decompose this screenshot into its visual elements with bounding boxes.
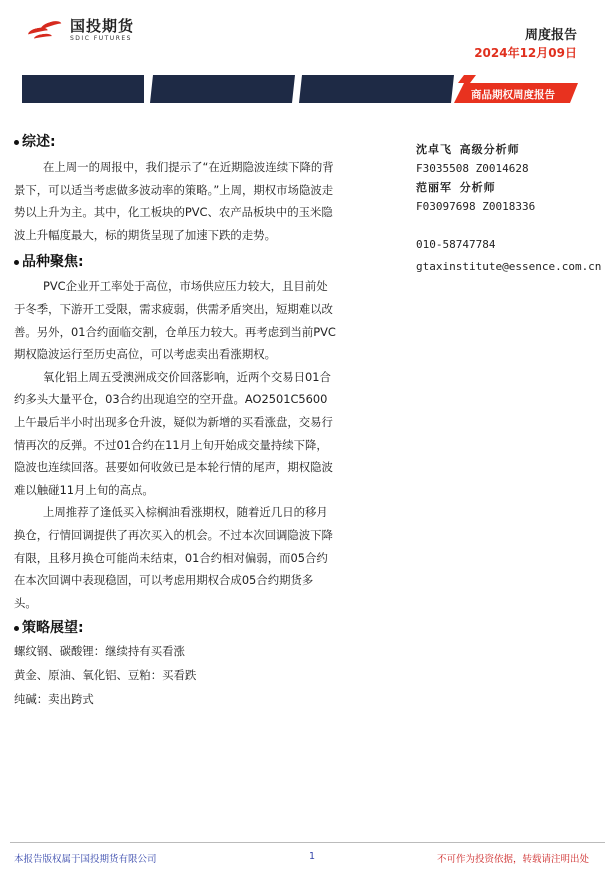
analyst-info xyxy=(416,140,601,276)
strategy-line: 螺纹钢、碳酸锂：继续持有买看涨 xyxy=(14,644,185,659)
analyst-id: F03097698 Z0018336 xyxy=(416,200,536,213)
report-date: 2024年12月09日 xyxy=(474,46,577,60)
section-title-focus xyxy=(14,251,336,273)
banner-segment xyxy=(22,75,144,103)
section-title-strategy xyxy=(14,617,336,639)
page-number: 1 xyxy=(309,851,316,862)
banner-accent xyxy=(458,75,476,83)
logo-name-en: SDIC FUTURES xyxy=(70,35,132,42)
footer-disclaimer: 不可作为投资依据，转载请注明出处 xyxy=(436,854,589,865)
logo-mark-icon xyxy=(26,18,64,42)
banner-segment xyxy=(299,75,454,103)
bullet-icon xyxy=(14,626,19,631)
focus-paragraph: 氧化铝上周五受澳洲成交价回落影响，近两个交易日01合约多头大量平仓，03合约出现追空的空开盘。AO2501C5600上午最后半小时出现多仓升波，疑似为新增的买看涨盘，交易行情再次的反弹。不过01合约在11月上旬开始成交量持续下降，隐波也连续回落。甚要如何收敛已是本轮行情的尾声，期权隐波难以触碰11月上旬的高点。 xyxy=(14,369,333,497)
banner-title: 商品期权周度报告 xyxy=(471,89,555,101)
bullet-icon xyxy=(14,140,19,145)
report-type: 周度报告 xyxy=(524,28,577,43)
header-banner xyxy=(22,75,578,103)
section-title-text: 品种聚焦: xyxy=(22,254,84,271)
summary-paragraph: 在上周一的周报中，我们提示了“在近期隐波连续下降的背景下，可以适当考虑做多波动率的策略。”上周，期权市场隐波走势以上升为主。其中，化工板块的PVC、农产品板块中的玉米隐波上升幅度最大，标的期货呈现了加速下跌的走势。 xyxy=(14,160,334,242)
analyst-name: 沈卓飞 高级分析师 xyxy=(416,143,520,156)
section-title-text: 策略展望: xyxy=(22,620,84,637)
bullet-icon xyxy=(14,260,19,265)
logo-text xyxy=(70,18,134,43)
logo-name-cn: 国投期货 xyxy=(70,17,135,35)
contact-email[interactable]: gtaxinstitute@essence.com.cn xyxy=(416,260,602,273)
analyst-name: 范丽军 分析师 xyxy=(416,181,496,194)
contact-phone: 010-58747784 xyxy=(416,238,496,251)
analyst-id: F3035508 Z0014628 xyxy=(416,162,529,175)
main-content xyxy=(14,131,336,711)
section-title-summary xyxy=(14,131,336,153)
strategy-line: 纯碱：卖出跨式 xyxy=(14,692,94,707)
focus-paragraph: PVC企业开工率处于高位，市场供应压力较大，且目前处于冬季，下游开工受限，需求疲弱，供需矛盾突出，短期难以改善。另外，01合约面临交割，仓单压力较大。再考虑到当前PVC期权隐波运行至历史高位，可以考虑卖出看涨期权。 xyxy=(14,279,336,362)
footer-copyright: 本报告版权属于国投期货有限公司 xyxy=(14,854,157,865)
focus-paragraph: 上周推荐了逢低买入棕榈油看涨期权，随着近几日的移月换仓，行情回调提供了再次买入的机会。不过本次回调隐波下降有限，且移月换仓可能尚未结束，01合约相对偏弱，而05合约在本次回调中表现稳固，可以考虑用期权合成05合约期货多头。 xyxy=(14,505,333,610)
section-title-text: 综述: xyxy=(22,134,56,150)
company-logo xyxy=(26,18,134,43)
footer-divider xyxy=(10,842,605,843)
banner-segment xyxy=(150,75,295,103)
strategy-line: 黄金、原油、氧化铝、豆粕：买看跌 xyxy=(14,668,197,683)
